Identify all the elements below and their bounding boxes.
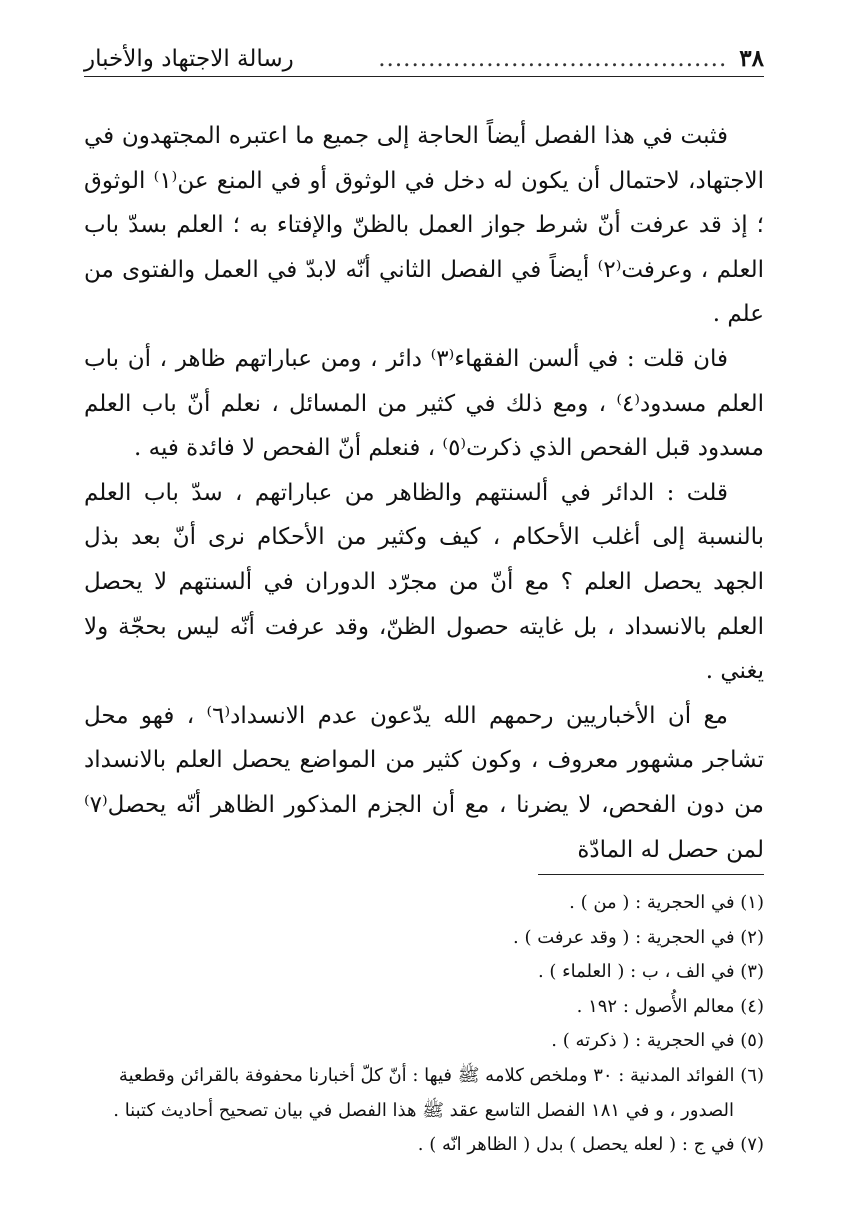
paragraph: مع أن الأخباريين رحمهم الله يدّعون عدم الانسداد⁽٦⁾ ، فهو محل تشاجر مشهور معروف ، وكون كثير من المواضع يحصل العلم بالانسداد من دون الفحص، لا يضرنا ، مع أن الجزم المذكور الظاهر أنّه يحصل⁽٧⁾ لمن حصل له المادّة bbox=[84, 702, 764, 863]
footnote: (٦) الفوائد المدنية : ٣٠ وملخص كلامه ﷺ فيها : أنّ كلّ أخبارنا محفوفة بالقرائن وقطعية bbox=[118, 1064, 764, 1086]
page-number: ٣٨ bbox=[739, 45, 764, 72]
main-text bbox=[84, 114, 764, 872]
footnote: (٢) في الحجرية : ( وقد عرفت ) . bbox=[513, 926, 764, 948]
footnote-continuation: الصدور ، و في ١٨١ الفصل التاسع عقد ﷺ هذا الفصل في بيان تصحيح أحاديث كتبنا . bbox=[113, 1099, 734, 1121]
footnote: (٥) في الحجرية : ( ذكرته ) . bbox=[551, 1030, 764, 1052]
running-title: رسالة الاجتهاد والأخبار bbox=[84, 46, 294, 72]
leader-dots: .......................................... bbox=[378, 46, 728, 72]
footnote: (٤) معالم الأُصول : ١٩٢ . bbox=[576, 995, 764, 1017]
header-rule bbox=[84, 76, 764, 77]
running-header bbox=[84, 34, 764, 74]
footnote: (٧) في ج : ( لعله يحصل ) بدل ( الظاهر انّه ) . bbox=[417, 1134, 764, 1156]
paragraph: فثبت في هذا الفصل أيضاً الحاجة إلى جميع ما اعتبره المجتهدون في الاجتهاد، لاحتمال أن يكون له دخل في الوثوق أو في المنع عن⁽١⁾ الوثوق ؛ إذ قد عرفت أنّ شرط جواز العمل بالظنّ والإفتاء به ؛ العلم بسدّ باب العلم ، وعرفت⁽٢⁾ أيضاً في الفصل الثاني أنّه لابدّ في العمل والفتوى من علم . bbox=[84, 123, 764, 328]
paragraph: قلت : الدائر في ألسنتهم والظاهر من عباراتهم ، سدّ باب العلم بالنسبة إلى أغلب الأحكام ، كيف وكثير من الأحكام نرى أنّ بعد بذل الجهد يحصل العلم ؟ مع أنّ من مجرّد الدوران في ألسنتهم لا يحصل العلم بالانسداد ، بل غايته حصول الظنّ، وقد عرفت أنّه ليس بحجّة ولا يغني . bbox=[84, 479, 764, 685]
footnote: (٣) في الف ، ب : ( العلماء ) . bbox=[537, 961, 764, 983]
footnotes bbox=[84, 886, 764, 1163]
footnote-separator bbox=[538, 874, 764, 875]
footnote: (١) في الحجرية : ( من ) . bbox=[569, 892, 764, 913]
paragraph: فان قلت : في ألسن الفقهاء⁽٣⁾ دائر ، ومن عباراتهم ظاهر ، أن باب العلم مسدود⁽٤⁾ ، ومع ذلك في كثير من المسائل ، نعلم أنّ باب العلم مسدود قبل الفحص الذي ذكرت⁽٥⁾ ، فنعلم أنّ الفحص لا فائدة فيه . bbox=[84, 345, 764, 462]
